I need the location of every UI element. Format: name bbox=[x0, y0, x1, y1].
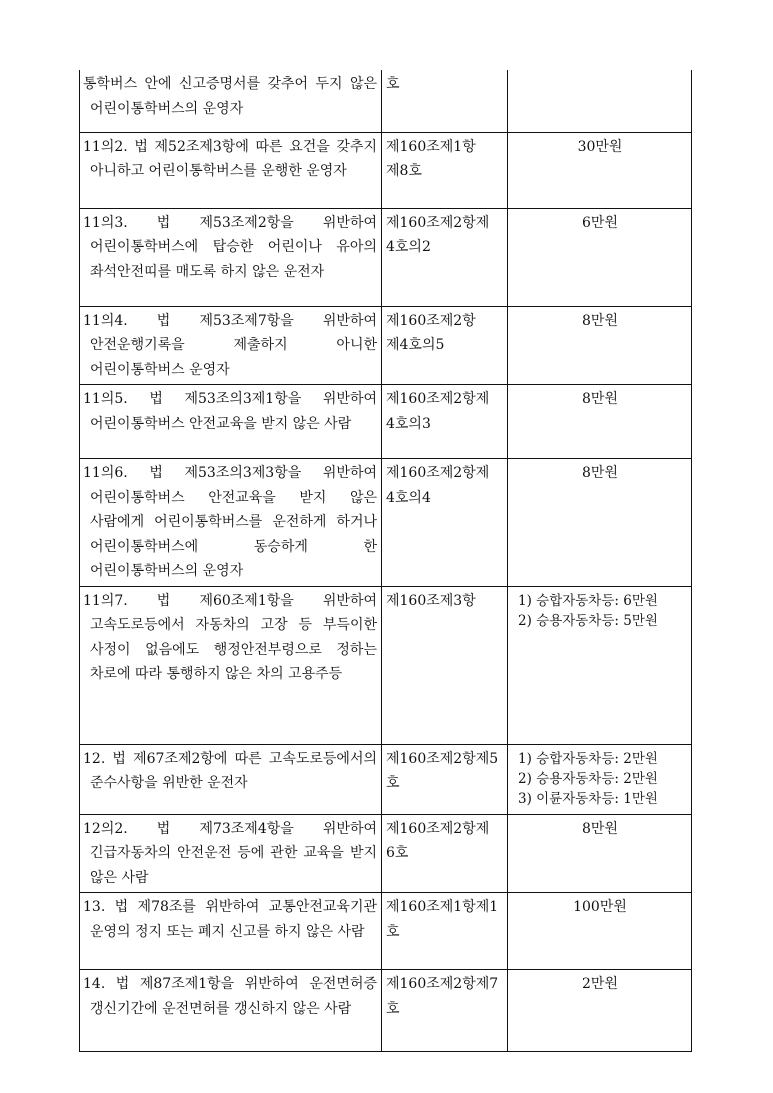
fine-amount: 8만원 bbox=[508, 814, 692, 893]
fine-schedule-table bbox=[79, 70, 692, 1052]
fine-amount: 8만원 bbox=[508, 459, 692, 587]
table-row bbox=[80, 208, 692, 306]
fine-amount: 100만원 bbox=[508, 893, 692, 970]
table-row bbox=[80, 893, 692, 970]
table-row bbox=[80, 385, 692, 459]
fine-amount-list bbox=[508, 744, 692, 814]
legal-article: 호 bbox=[382, 70, 508, 132]
legal-article: 제160조제2항 제4호의5 bbox=[382, 306, 508, 385]
violation-description: 14. 법 제87조제1항을 위반하여 운전면허증 갱신기간에 운전면허를 갱신하지 않은 사람 bbox=[80, 970, 382, 1052]
table-row bbox=[80, 306, 692, 385]
fine-amount-item: 1) 승합자동차등: 2만원 bbox=[518, 750, 658, 767]
fine-amount-item: 1) 승합자동차등: 6만원 bbox=[518, 592, 658, 609]
violation-description: 통학버스 안에 신고증명서를 갖추어 두지 않은 어린이통학버스의 운영자 bbox=[80, 70, 382, 132]
fine-amount-item: 2) 승용자동차등: 2만원 bbox=[518, 770, 658, 787]
fine-amount-item: 3) 이륜자동차등: 1만원 bbox=[518, 790, 658, 807]
violation-description: 11의7. 법 제60조제1항을 위반하여 고속도로등에서 자동차의 고장 등 부득이한 사정이 없음에도 행정안전부령으로 정하는 차로에 따라 통행하지 않은 차의 고용주등 bbox=[80, 586, 382, 744]
legal-article: 제160조제2항제 4호의3 bbox=[382, 385, 508, 459]
legal-article: 제160조제2항제7 호 bbox=[382, 970, 508, 1052]
legal-article: 제160조제2항제5호 bbox=[382, 744, 508, 814]
fine-amount: 6만원 bbox=[508, 208, 692, 306]
violation-description: 11의5. 법 제53조의3제1항을 위반하여 어린이통학버스 안전교육을 받지 않은 사람 bbox=[80, 385, 382, 459]
legal-article: 제160조제1항 제8호 bbox=[382, 132, 508, 208]
violation-description: 12의2. 법 제73조제4항을 위반하여 긴급자동차의 안전운전 등에 관한 교육을 받지 않은 사람 bbox=[80, 814, 382, 893]
table-row bbox=[80, 459, 692, 587]
fine-amount bbox=[508, 70, 692, 132]
legal-article: 제160조제3항 bbox=[382, 586, 508, 744]
fine-amount: 2만원 bbox=[508, 970, 692, 1052]
legal-article: 제160조제1항제1 호 bbox=[382, 893, 508, 970]
fine-amount-item: 2) 승용자동차등: 5만원 bbox=[518, 612, 658, 629]
violation-description: 13. 법 제78조를 위반하여 교통안전교육기관 운영의 정지 또는 폐지 신고를 하지 않은 사람 bbox=[80, 893, 382, 970]
table-row bbox=[80, 814, 692, 893]
legal-article: 제160조제2항제 6호 bbox=[382, 814, 508, 893]
violation-description: 11의3. 법 제53조제2항을 위반하여 어린이통학버스에 탑승한 어린이나 유아의 좌석안전띠를 매도록 하지 않은 운전자 bbox=[80, 208, 382, 306]
table-row bbox=[80, 744, 692, 814]
table-row bbox=[80, 970, 692, 1052]
violation-description: 11의6. 법 제53조의3제3항을 위반하여 어린이통학버스 안전교육을 받지 않은 사람에게 어린이통학버스를 운전하게 하거나 어린이통학버스에 동승하게 한 어린이통학버스의 운영자 bbox=[80, 459, 382, 587]
table-row bbox=[80, 132, 692, 208]
fine-amount: 8만원 bbox=[508, 306, 692, 385]
fine-amount-list bbox=[508, 586, 692, 744]
table-row bbox=[80, 586, 692, 744]
table-row bbox=[80, 70, 692, 132]
fine-amount: 30만원 bbox=[508, 132, 692, 208]
violation-description: 11의4. 법 제53조제7항을 위반하여 안전운행기록을 제출하지 아니한 어린이통학버스 운영자 bbox=[80, 306, 382, 385]
fine-amount: 8만원 bbox=[508, 385, 692, 459]
violation-description: 11의2. 법 제52조제3항에 따른 요건을 갖추지 아니하고 어린이통학버스를 운행한 운영자 bbox=[80, 132, 382, 208]
legal-article: 제160조제2항제 4호의4 bbox=[382, 459, 508, 587]
violation-description: 12. 법 제67조제2항에 따른 고속도로등에서의 준수사항을 위반한 운전자 bbox=[80, 744, 382, 814]
legal-article: 제160조제2항제 4호의2 bbox=[382, 208, 508, 306]
